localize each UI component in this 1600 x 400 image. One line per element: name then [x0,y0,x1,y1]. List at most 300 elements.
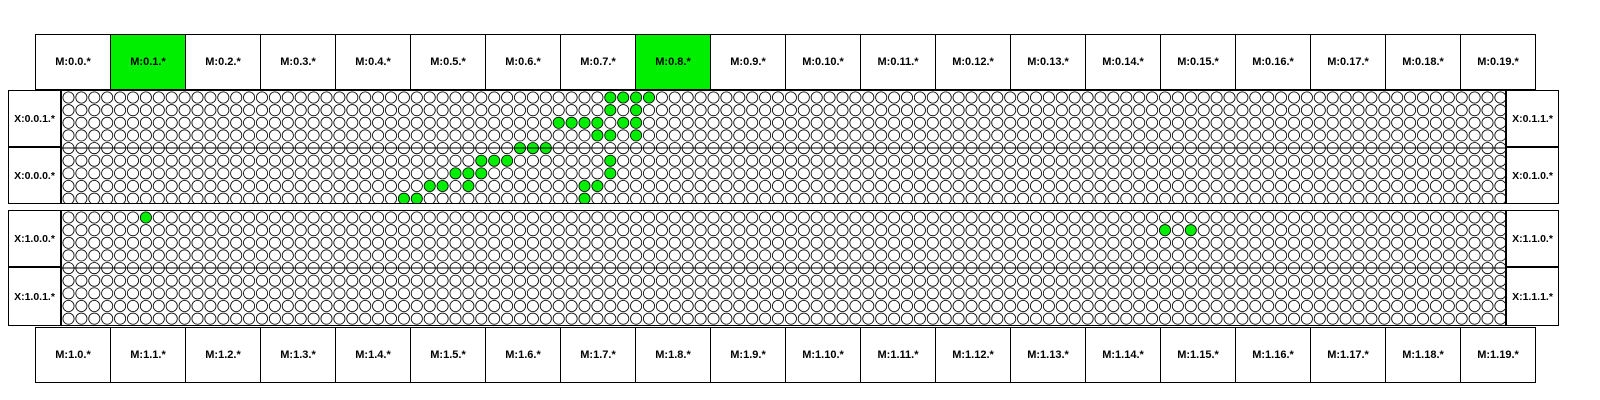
top-module-18[interactable]: M:0.18.* [1385,34,1461,90]
lower-cell [1147,212,1158,223]
upper-cell [1340,193,1351,203]
lower-cell [631,237,642,248]
bottom-module-0[interactable]: M:1.0.* [35,327,111,383]
upper-cell [1005,92,1016,103]
upper-cell [244,105,255,116]
top-module-19[interactable]: M:0.19.* [1460,34,1536,90]
lower-cell [1211,212,1222,223]
lower-cell [295,288,306,299]
lower-cell [605,275,616,286]
lower-cell [489,275,500,286]
upper-cell [411,180,422,191]
upper-cell [153,180,164,191]
lower-cell [76,250,87,261]
lower-cell [89,225,100,236]
lower-cell [502,212,513,223]
upper-cell [914,168,925,179]
lower-cell [476,225,487,236]
lower-crossbar-panel [61,210,1506,326]
upper-cell [205,155,216,166]
upper-cell [579,92,590,103]
lower-cell [244,212,255,223]
lower-cell [1301,300,1312,311]
upper-cell [1147,193,1158,203]
upper-cell [618,155,629,166]
upper-cell [1198,155,1209,166]
top-module-4[interactable]: M:0.4.* [335,34,411,90]
lower-cell [76,300,87,311]
lower-cell [102,300,113,311]
lower-cell [927,250,938,261]
upper-cell [127,130,138,141]
lower-cell [295,313,306,324]
top-module-17[interactable]: M:0.17.* [1310,34,1386,90]
lower-cell [1018,300,1029,311]
upper-cell [901,130,912,141]
upper-cell [837,130,848,141]
lower-cell [850,212,861,223]
lower-cell [760,225,771,236]
upper-cell [1172,180,1183,191]
upper-cell [1314,130,1325,141]
bottom-module-2[interactable]: M:1.2.* [185,327,261,383]
crossbar-label-x-0-1-0[interactable]: X:0.1.0.* [1506,147,1559,204]
top-module-6[interactable]: M:0.6.* [485,34,561,90]
upper-cell [979,105,990,116]
lower-cell [876,313,887,324]
upper-cell [747,155,758,166]
lower-cell [811,225,822,236]
upper-cell [1095,130,1106,141]
lower-cell [876,237,887,248]
upper-cell [437,155,448,166]
upper-cell [1379,168,1390,179]
upper-cell [1237,92,1248,103]
upper-cell [798,105,809,116]
upper-cell [1172,168,1183,179]
upper-cell [1224,117,1235,128]
lower-cell [605,288,616,299]
lower-cell [231,237,242,248]
lower-cell [1095,237,1106,248]
lower-cell [502,250,513,261]
lower-cell [1430,212,1441,223]
top-module-2[interactable]: M:0.2.* [185,34,261,90]
lower-cell [269,225,280,236]
upper-cell [747,168,758,179]
upper-cell [1405,180,1416,191]
upper-cell [76,193,87,203]
bottom-module-6[interactable]: M:1.6.* [485,327,561,383]
upper-cell [643,105,654,116]
upper-cell [502,130,513,141]
upper-cell [927,105,938,116]
lower-cell [876,275,887,286]
upper-cell [1443,117,1454,128]
upper-cell [308,117,319,128]
lower-cell [76,275,87,286]
lower-cell [1379,275,1390,286]
lower-cell [1353,237,1364,248]
upper-cell [1392,130,1403,141]
upper-cell [927,155,938,166]
upper-cell [1121,155,1132,166]
upper-cell [992,193,1003,203]
upper-cell [231,105,242,116]
lower-cell [63,275,74,286]
upper-cell [295,193,306,203]
lower-cell [747,237,758,248]
lower-cell [1224,250,1235,261]
top-module-1[interactable]: M:0.1.* [110,34,186,90]
lower-cell [256,250,267,261]
crossbar-label-x-1-1-0[interactable]: X:1.1.0.* [1506,210,1559,267]
upper-cell [540,117,551,128]
lower-cell [579,225,590,236]
lower-cell [1340,300,1351,311]
top-module-16[interactable]: M:0.16.* [1235,34,1311,90]
upper-cell [115,117,126,128]
lower-cell [1030,250,1041,261]
top-module-8[interactable]: M:0.8.* [635,34,711,90]
upper-cell [772,168,783,179]
bottom-module-4[interactable]: M:1.4.* [335,327,411,383]
bottom-module-19[interactable]: M:1.19.* [1460,327,1536,383]
upper-cell [979,155,990,166]
upper-cell [1353,105,1364,116]
lower-cell [760,237,771,248]
upper-cell [334,180,345,191]
upper-cell [1327,92,1338,103]
upper-cell [979,180,990,191]
upper-cell [1482,117,1493,128]
lower-cell [1417,250,1428,261]
lower-cell [1456,237,1467,248]
crossbar-label-x-0-0-1[interactable]: X:0.0.1.* [8,90,61,147]
upper-cell [1366,180,1377,191]
lower-cell [837,212,848,223]
upper-cell [385,105,396,116]
top-module-5[interactable]: M:0.5.* [410,34,486,90]
top-module-15[interactable]: M:0.15.* [1160,34,1236,90]
bottom-module-1[interactable]: M:1.1.* [110,327,186,383]
upper-cell [760,193,771,203]
bottom-module-12[interactable]: M:1.12.* [935,327,1011,383]
upper-cell [1108,117,1119,128]
lower-cell [1211,237,1222,248]
lower-cell [1250,237,1261,248]
bottom-module-3[interactable]: M:1.3.* [260,327,336,383]
lower-cell [115,313,126,324]
upper-cell [179,117,190,128]
upper-cell [914,117,925,128]
lower-cell [321,313,332,324]
bottom-module-18[interactable]: M:1.18.* [1385,327,1461,383]
upper-cell [231,193,242,203]
bottom-module-17[interactable]: M:1.17.* [1310,327,1386,383]
lower-cell [244,225,255,236]
top-module-11[interactable]: M:0.11.* [860,34,936,90]
upper-cell [424,117,435,128]
lower-cell [140,225,151,236]
top-module-13[interactable]: M:0.13.* [1010,34,1086,90]
lower-cell [1469,250,1480,261]
lower-cell [1224,237,1235,248]
lower-cell [398,225,409,236]
upper-cell [1211,105,1222,116]
lower-cell [1211,288,1222,299]
upper-cell [1430,92,1441,103]
upper-cell [760,155,771,166]
top-module-0[interactable]: M:0.0.* [35,34,111,90]
upper-cell [540,155,551,166]
lower-cell [102,237,113,248]
lower-cell [308,300,319,311]
upper-cell [115,130,126,141]
upper-cell [514,130,525,141]
bottom-module-14[interactable]: M:1.14.* [1085,327,1161,383]
lower-cell [1224,275,1235,286]
top-module-9[interactable]: M:0.9.* [710,34,786,90]
lower-cell [940,275,951,286]
upper-cell [102,155,113,166]
upper-cell [966,180,977,191]
upper-cell [1134,180,1145,191]
upper-cell [424,130,435,141]
upper-cell [837,180,848,191]
upper-cell [1443,105,1454,116]
upper-cell [127,180,138,191]
lower-cell [1495,250,1505,261]
lower-cell [824,275,835,286]
lower-cell [360,288,371,299]
upper-cell [1159,155,1170,166]
lower-cell [553,212,564,223]
lower-cell [772,300,783,311]
lower-cell [192,275,203,286]
upper-cell [914,105,925,116]
upper-cell [876,92,887,103]
lower-cell [385,300,396,311]
top-module-10[interactable]: M:0.10.* [785,34,861,90]
upper-cell-lit [592,130,603,141]
upper-cell [1082,105,1093,116]
lower-cell [1301,212,1312,223]
upper-cell [643,130,654,141]
lower-cell [1366,300,1377,311]
upper-cell [1211,117,1222,128]
upper-cell [785,155,796,166]
lower-cell [1417,288,1428,299]
lower-cell [579,300,590,311]
lower-cell [1108,225,1119,236]
lower-cell [424,275,435,286]
upper-cell [953,105,964,116]
upper-cell [1301,92,1312,103]
lower-cell [540,313,551,324]
lower-cell [1392,300,1403,311]
lower-cell [424,288,435,299]
lower-cell [811,250,822,261]
upper-cell [1198,193,1209,203]
lower-cell [1469,275,1480,286]
lower-cell [1417,275,1428,286]
lower-cell [1469,225,1480,236]
upper-cell [1495,168,1505,179]
upper-cell [1327,105,1338,116]
upper-cell [579,155,590,166]
lower-cell [89,300,100,311]
upper-cell [1056,155,1067,166]
lower-cell [1082,250,1093,261]
lower-cell [914,250,925,261]
crossbar-label-x-1-0-0[interactable]: X:1.0.0.* [8,210,61,267]
lower-cell [1082,237,1093,248]
upper-cell [527,117,538,128]
lower-cell [1211,300,1222,311]
bottom-module-15[interactable]: M:1.15.* [1160,327,1236,383]
lower-cell [1340,212,1351,223]
upper-cell [1224,180,1235,191]
lower-cell [1263,313,1274,324]
upper-cell [527,155,538,166]
upper-cell [269,168,280,179]
crossbar-label-x-1-1-1[interactable]: X:1.1.1.* [1506,267,1559,326]
lower-cell [476,212,487,223]
lower-cell [863,237,874,248]
lower-cell [643,212,654,223]
lower-cell [179,288,190,299]
crossbar-label-x-0-1-1[interactable]: X:0.1.1.* [1506,90,1559,147]
upper-cell [1340,180,1351,191]
upper-cell [760,92,771,103]
bottom-module-13[interactable]: M:1.13.* [1010,327,1086,383]
top-module-14[interactable]: M:0.14.* [1085,34,1161,90]
upper-cell [102,180,113,191]
upper-cell [1495,180,1505,191]
upper-cell [1224,155,1235,166]
bottom-module-9[interactable]: M:1.9.* [710,327,786,383]
upper-cell [1108,92,1119,103]
upper-cell [308,92,319,103]
bottom-module-10[interactable]: M:1.10.* [785,327,861,383]
lower-cell [785,212,796,223]
upper-cell [695,130,706,141]
lower-cell [798,237,809,248]
upper-cell [1340,168,1351,179]
lower-cell [837,250,848,261]
top-module-12[interactable]: M:0.12.* [935,34,1011,90]
lower-cell [1018,212,1029,223]
crossbar-label-x-1-0-1[interactable]: X:1.0.1.* [8,267,61,326]
lower-cell [1405,313,1416,324]
upper-cell [1005,130,1016,141]
lower-cell [1340,275,1351,286]
bottom-module-16[interactable]: M:1.16.* [1235,327,1311,383]
upper-cell [656,193,667,203]
bottom-module-7[interactable]: M:1.7.* [560,327,636,383]
upper-cell [502,168,513,179]
upper-cell [437,92,448,103]
upper-cell [205,92,216,103]
upper-cell [656,180,667,191]
lower-cell [1327,212,1338,223]
upper-cell [360,180,371,191]
lower-cell [527,250,538,261]
upper-cell [1211,180,1222,191]
lower-cell [682,225,693,236]
upper-cell [308,180,319,191]
lower-cell [760,250,771,261]
upper-cell [669,180,680,191]
crossbar-label-x-0-0-0[interactable]: X:0.0.0.* [8,147,61,204]
lower-cell [656,275,667,286]
lower-cell [1005,313,1016,324]
upper-cell [992,168,1003,179]
lower-cell [450,288,461,299]
top-module-3[interactable]: M:0.3.* [260,34,336,90]
lower-cell [592,313,603,324]
lower-cell [256,288,267,299]
upper-cell [385,168,396,179]
bottom-module-11[interactable]: M:1.11.* [860,327,936,383]
lower-cell [398,275,409,286]
lower-cell [579,275,590,286]
upper-cell [1043,155,1054,166]
lower-cell [205,237,216,248]
upper-cell [992,130,1003,141]
lower-cell [347,212,358,223]
upper-cell [463,92,474,103]
upper-cell [514,117,525,128]
upper-cell [798,193,809,203]
upper-cell [1134,92,1145,103]
upper-cell [231,168,242,179]
upper-cell [566,193,577,203]
lower-cell [385,250,396,261]
lower-cell [127,275,138,286]
lower-cell [1172,313,1183,324]
upper-cell [927,193,938,203]
upper-cell [76,130,87,141]
lower-cell [863,300,874,311]
lower-cell [605,237,616,248]
upper-cell [269,105,280,116]
upper-cell [1276,105,1287,116]
upper-cell [385,193,396,203]
upper-cell-lit [605,130,616,141]
lower-cell [837,237,848,248]
lower-cell [1082,300,1093,311]
upper-cell [1288,180,1299,191]
bottom-module-5[interactable]: M:1.5.* [410,327,486,383]
lower-cell [218,300,229,311]
bottom-module-8[interactable]: M:1.8.* [635,327,711,383]
lower-cell [1288,300,1299,311]
lower-cell [1172,288,1183,299]
lower-cell [514,288,525,299]
upper-cell [1095,92,1106,103]
lower-cell [205,288,216,299]
upper-cell [1405,168,1416,179]
upper-cell [940,117,951,128]
upper-cell [1082,180,1093,191]
lower-cell [334,237,345,248]
upper-cell [1430,105,1441,116]
top-module-7[interactable]: M:0.7.* [560,34,636,90]
lower-cell [1056,237,1067,248]
upper-cell [901,193,912,203]
